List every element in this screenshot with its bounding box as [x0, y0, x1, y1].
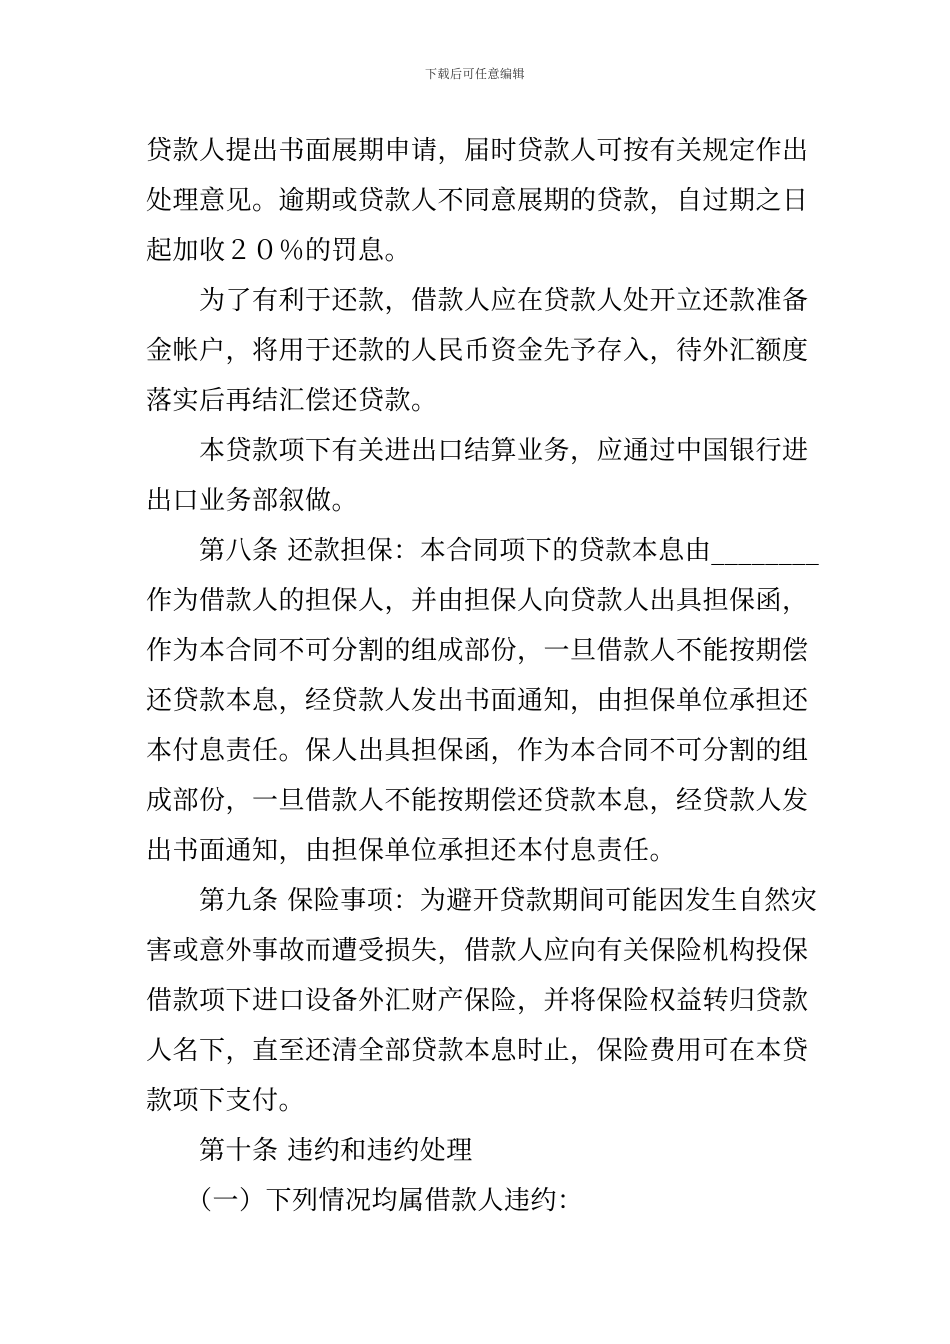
text-line: 本付息责任。保人出具担保函，作为本合同不可分割的组	[146, 736, 809, 766]
paragraph-settlement	[146, 426, 816, 526]
text-line: 落实后再结汇偿还贷款。	[146, 386, 438, 416]
paragraph-repayment-account	[146, 276, 816, 426]
text-line: 款项下支付。	[146, 1086, 306, 1116]
text-line: 第十条 违约和违约处理	[199, 1136, 473, 1166]
text-line: 起加收２０％的罚息。	[146, 236, 412, 266]
text-line: 金帐户，将用于还款的人民币资金先予存入，待外汇额度	[146, 336, 809, 366]
text-line: 借款项下进口设备外汇财产保险，并将保险权益转归贷款	[146, 986, 809, 1016]
text-line: 害或意外事故而遭受损失，借款人应向有关保险机构投保	[146, 936, 809, 966]
text-line: 成部份，一旦借款人不能按期偿还贷款本息，经贷款人发	[146, 786, 809, 816]
text-line: 处理意见。逾期或贷款人不同意展期的贷款，自过期之日	[146, 186, 809, 216]
text-line: 出书面通知，由担保单位承担还本付息责任。	[146, 836, 677, 866]
text-line: 作为借款人的担保人，并由担保人向贷款人出具担保函，	[146, 586, 809, 616]
article-10-heading	[146, 1126, 816, 1176]
text-line: 第九条 保险事项：为避开贷款期间可能因发生自然灾	[199, 886, 818, 916]
text-line: 本贷款项下有关进出口结算业务，应通过中国银行进	[199, 436, 809, 466]
text-line: 出口业务部叙做。	[146, 486, 359, 516]
text-line: 第八条 还款担保：本合同项下的贷款本息由________	[199, 536, 820, 566]
page-header-note: 下载后可任意编辑	[424, 67, 525, 81]
article-9-insurance	[146, 876, 816, 1126]
text-line: 作为本合同不可分割的组成部份，一旦借款人不能按期偿	[146, 636, 809, 666]
text-line: （一）下列情况均属借款人违约：	[186, 1186, 584, 1216]
document-body	[146, 126, 820, 1226]
paragraph-extension-terms	[146, 126, 816, 276]
text-line: 人名下，直至还清全部贷款本息时止，保险费用可在本贷	[146, 1036, 809, 1066]
text-line: 贷款人提出书面展期申请，届时贷款人可按有关规定作出	[146, 136, 809, 166]
text-line: 还贷款本息，经贷款人发出书面通知，由担保单位承担还	[146, 686, 809, 716]
text-line: 为了有利于还款，借款人应在贷款人处开立还款准备	[199, 286, 809, 316]
clause-1-default-cases	[146, 1176, 816, 1226]
article-8-guarantee	[146, 526, 820, 876]
